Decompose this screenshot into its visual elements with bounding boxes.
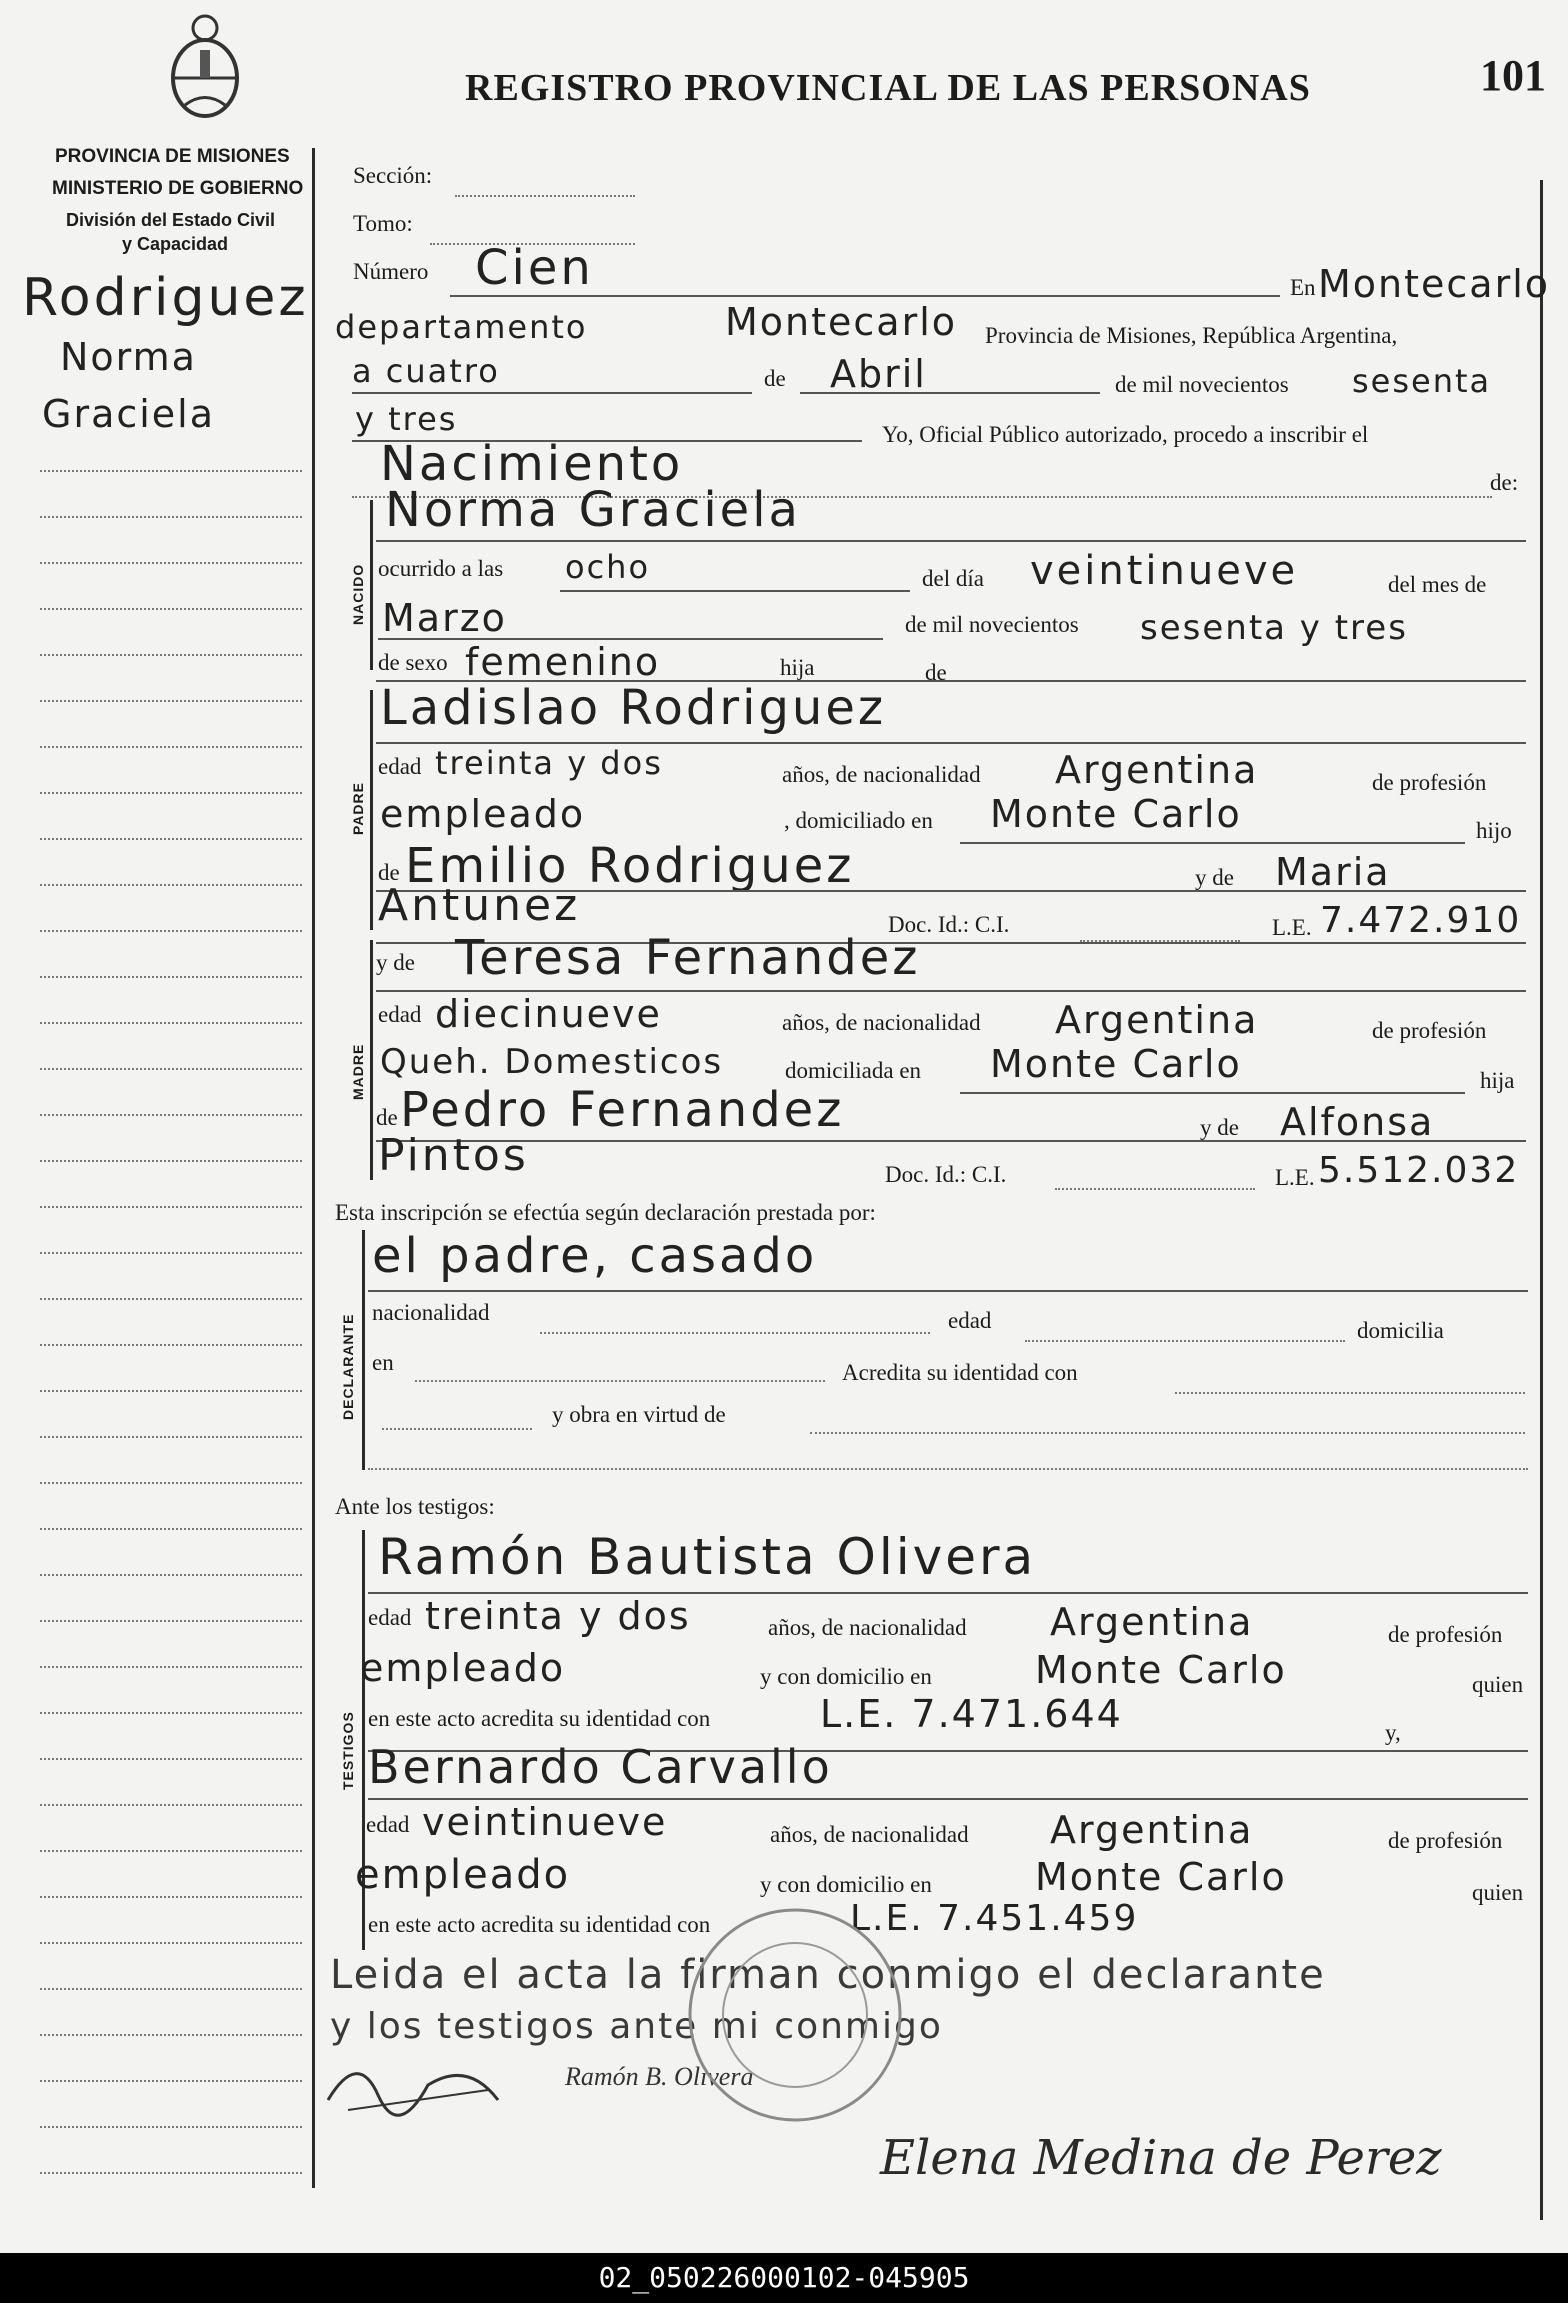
madre-edad-value: diecinueve <box>435 992 662 1036</box>
en-label: En <box>1290 275 1316 300</box>
declarante-edad-label: edad <box>948 1308 992 1333</box>
margin-name-first: Norma <box>60 335 197 379</box>
testigo2-quien-label: quien <box>1472 1880 1524 1905</box>
margin-rule-line <box>40 470 302 472</box>
en-value: Montecarlo <box>1318 262 1551 306</box>
madre-doc-label: Doc. Id.: C.I. <box>885 1162 1007 1187</box>
margin-rule-line <box>40 1114 302 1116</box>
padre-edad-label: edad <box>378 754 422 779</box>
madre-hija-label: hija <box>1480 1068 1515 1093</box>
testigo1-nombre: Ramón Bautista Olivera <box>378 1528 1037 1586</box>
nac-mil-label: de mil novecientos <box>905 612 1079 637</box>
margin-rule-line <box>40 2172 302 2174</box>
fecha-de-label: de <box>764 366 786 391</box>
testigo2-prof-label: de profesión <box>1388 1828 1503 1853</box>
hija-label: hija <box>780 655 815 680</box>
margin-rule-line <box>40 1758 302 1760</box>
madre-bracket <box>370 940 373 1180</box>
margin-rule-line <box>40 700 302 702</box>
fecha-anio-value2: y tres <box>355 400 458 438</box>
numero-label: Número <box>353 259 429 284</box>
madre-section-label: MADRE <box>350 1043 366 1100</box>
testigo1-doc: L.E. 7.471.644 <box>820 1692 1123 1736</box>
padre-de-label: de <box>378 860 400 885</box>
declarante-value: el padre, casado <box>372 1228 818 1284</box>
margin-name-second: Graciela <box>42 392 216 436</box>
fecha-dia-value: a cuatro <box>352 352 500 390</box>
testigo2-doc: L.E. 7.451.459 <box>850 1898 1139 1939</box>
testigo2-prof: empleado <box>355 1852 571 1898</box>
testigo1-nac: Argentina <box>1050 1600 1254 1644</box>
padre-domic-label: , domiciliado en <box>784 808 933 833</box>
margin-surname: Rodriguez <box>22 268 309 328</box>
right-border <box>1540 180 1543 2220</box>
acto-value: Nacimiento <box>380 436 684 492</box>
margin-rule-line <box>40 1712 302 1714</box>
madre-prof-value: Queh. Domesticos <box>380 1042 724 1082</box>
margin-rule-line <box>40 746 302 748</box>
org-line-ministry: MINISTERIO DE GOBIERNO <box>52 178 304 199</box>
margin-rule-line <box>40 516 302 518</box>
witness-signature: Ramón B. Olivera <box>565 2062 754 2091</box>
madre-nac-label: años, de nacionalidad <box>782 1010 981 1035</box>
fecha-mes-value: Abril <box>830 352 927 396</box>
margin-rule-line <box>40 1666 302 1668</box>
margin-rule-line <box>40 930 302 932</box>
margin-rule-line <box>40 654 302 656</box>
padre-hijo-label: hijo <box>1476 818 1512 843</box>
madre-domic-value: Monte Carlo <box>990 1042 1242 1086</box>
padre-nac-value: Argentina <box>1055 748 1259 792</box>
margin-rule-line <box>40 1804 302 1806</box>
margin-rule-line <box>40 1620 302 1622</box>
testigo2-edad: veintinueve <box>422 1800 668 1844</box>
padre-domic-value: Monte Carlo <box>990 792 1242 836</box>
margin-rule-line <box>40 1068 302 1070</box>
padre-prof-label: de profesión <box>1372 770 1487 795</box>
seccion-label: Sección: <box>353 163 433 188</box>
ocurrido-label: ocurrido a las <box>378 556 504 581</box>
margin-rule-line <box>40 1988 302 1990</box>
yo-text: Yo, Oficial Público autorizado, procedo a inscribir el <box>882 422 1369 447</box>
margin-rule-line <box>40 1344 302 1346</box>
margin-rule-line <box>40 976 302 978</box>
madre-le-value: 5.512.032 <box>1318 1150 1520 1191</box>
footer-code: 02_050226000102-045905 <box>598 2261 970 2294</box>
padre-edad-value: treinta y dos <box>435 744 663 782</box>
madre-le-label: L.E. <box>1275 1165 1315 1190</box>
left-divider <box>312 148 315 2188</box>
padre-yde-label: y de <box>1195 865 1234 890</box>
margin-rule-line <box>40 884 302 886</box>
sexo-value: femenino <box>465 640 661 684</box>
padre-prof-value: empleado <box>380 792 586 836</box>
declarante-bracket <box>362 1230 365 1470</box>
mes-nac-value: Marzo <box>382 596 507 640</box>
testigo1-edad-label: edad <box>368 1605 412 1630</box>
sexo-label: de sexo <box>378 650 448 675</box>
hora-value: ocho <box>565 548 651 586</box>
abuelo-materno: Pedro Fernandez <box>400 1082 845 1138</box>
padre-doc-label: Doc. Id.: C.I. <box>888 912 1010 937</box>
testigo2-edad-label: edad <box>366 1812 410 1837</box>
fecha-anio-value: sesenta <box>1352 362 1492 400</box>
declarante-nac-label: nacionalidad <box>372 1300 490 1325</box>
padre-nombre: Ladislao Rodriguez <box>380 680 887 736</box>
testigo2-nac: Argentina <box>1050 1808 1254 1852</box>
departamento-hand: Montecarlo <box>725 300 958 344</box>
margin-rule-line <box>40 1942 302 1944</box>
tomo-label: Tomo: <box>353 211 413 236</box>
padre-le-value: 7.472.910 <box>1320 900 1522 941</box>
org-line-capacidad: y Capacidad <box>122 234 229 254</box>
margin-rule-line <box>40 2080 302 2082</box>
margin-rule-line <box>40 1528 302 1530</box>
margin-rule-line <box>40 608 302 610</box>
margin-rule-line <box>40 1022 302 1024</box>
testigo1-nac-label: años, de nacionalidad <box>768 1615 967 1640</box>
margin-rule-line <box>40 1896 302 1898</box>
declarante-section-label: DECLARANTE <box>340 1313 356 1420</box>
madre-domic-label: domiciliada en <box>785 1058 922 1083</box>
nacido-bracket <box>370 500 373 670</box>
margin-rule-line <box>40 1252 302 1254</box>
abuela-materna: Alfonsa <box>1280 1100 1435 1144</box>
anio-nac-value: sesenta y tres <box>1140 608 1408 648</box>
testigo1-prof-label: de profesión <box>1388 1622 1503 1647</box>
testigo1-domic: Monte Carlo <box>1035 1648 1287 1692</box>
official-seal-icon <box>680 1900 910 2135</box>
closing-line1: Leida el acta la firman conmigo el declarante <box>330 1952 1326 1998</box>
margin-rule-line <box>40 1574 302 1576</box>
padre-nac-label: años, de nacionalidad <box>782 762 981 787</box>
declarante-obra-label: y obra en virtud de <box>552 1402 726 1427</box>
testigo1-quien-label: quien <box>1472 1672 1524 1697</box>
hija-de-label: de <box>925 660 947 685</box>
numero-value: Cien <box>475 240 594 296</box>
margin-rule-line <box>40 1436 302 1438</box>
declarante-en-label: en <box>372 1350 394 1375</box>
testigo2-domic: Monte Carlo <box>1035 1855 1287 1899</box>
margin-rule-line <box>40 1482 302 1484</box>
testigos-section-label: TESTIGOS <box>340 1711 356 1790</box>
margin-rule-line <box>40 838 302 840</box>
margin-rule-line <box>40 1850 302 1852</box>
nacido-section-label: NACIDO <box>350 563 366 625</box>
abuela-paterna-apellido: Antunez <box>378 880 581 931</box>
declarante-acredita-label: Acredita su identidad con <box>842 1360 1078 1385</box>
del-dia-label: del día <box>922 566 984 591</box>
testigo2-nombre: Bernardo Carvallo <box>368 1740 833 1794</box>
abuela-paterna: Maria <box>1275 850 1391 894</box>
dia-value: veintinueve <box>1030 548 1299 594</box>
testigo2-nac-label: años, de nacionalidad <box>770 1822 969 1847</box>
madre-de-label: de <box>376 1105 398 1130</box>
madre-edad-label: edad <box>378 1002 422 1027</box>
testigo1-y-label: y, <box>1385 1720 1401 1745</box>
page-title: REGISTRO PROVINCIAL DE LAS PERSONAS <box>465 67 1311 109</box>
testigo2-domic-label: y con domicilio en <box>760 1872 932 1897</box>
madre-nombre: Teresa Fernandez <box>455 930 921 986</box>
testigo1-edad: treinta y dos <box>425 1594 691 1638</box>
footer-bar <box>0 2253 1568 2303</box>
provincia-text: Provincia de Misiones, República Argentina, <box>985 323 1398 348</box>
closing-line2: y los testigos ante mi conmigo <box>330 2006 943 2047</box>
padre-bracket <box>370 690 373 930</box>
testigo1-prof: empleado <box>360 1646 566 1690</box>
margin-rule-line <box>40 1160 302 1162</box>
testigos-intro: Ante los testigos: <box>335 1494 495 1519</box>
declarante-domic-label: domicilia <box>1357 1318 1444 1343</box>
madre-nac-value: Argentina <box>1055 998 1259 1042</box>
margin-rule-line <box>40 1298 302 1300</box>
acto-de-label: de: <box>1490 470 1519 495</box>
margin-rule-line <box>40 1390 302 1392</box>
margin-rule-line <box>40 2034 302 2036</box>
testigo2-acredita-label: en este acto acredita su identidad con <box>368 1912 711 1937</box>
abuela-materna-apellido: Pintos <box>378 1130 529 1181</box>
departamento-value: departamento <box>335 308 588 346</box>
org-line-province: PROVINCIA DE MISIONES <box>55 146 290 167</box>
org-line-division: División del Estado Civil <box>66 210 276 230</box>
madre-yde-label: y de <box>376 950 415 975</box>
abuelo-paterno: Emilio Rodriguez <box>405 838 855 894</box>
testigo1-domic-label: y con domicilio en <box>760 1664 932 1689</box>
del-mes-label: del mes de <box>1388 572 1487 597</box>
padre-section-label: PADRE <box>350 782 366 835</box>
coat-of-arms-icon <box>160 10 250 125</box>
officer-signature: Elena Medina de Perez <box>880 2130 1442 2186</box>
margin-rule-line <box>40 2126 302 2128</box>
madre-yde2-label: y de <box>1200 1115 1239 1140</box>
margin-rule-line <box>40 792 302 794</box>
padre-le-label: L.E. <box>1272 915 1312 940</box>
madre-prof-label: de profesión <box>1372 1018 1487 1043</box>
folio-number: 101 <box>1480 51 1546 100</box>
signature-scribble-icon <box>318 2040 518 2135</box>
margin-rule-line <box>40 562 302 564</box>
margin-rule-line <box>40 1206 302 1208</box>
testigo1-acredita-label: en este acto acredita su identidad con <box>368 1706 711 1731</box>
declarante-intro: Esta inscripción se efectúa según declaración prestada por: <box>335 1200 876 1225</box>
fecha-mil-label: de mil novecientos <box>1115 372 1289 397</box>
nombre-inscripto: Norma Graciela <box>385 482 801 538</box>
